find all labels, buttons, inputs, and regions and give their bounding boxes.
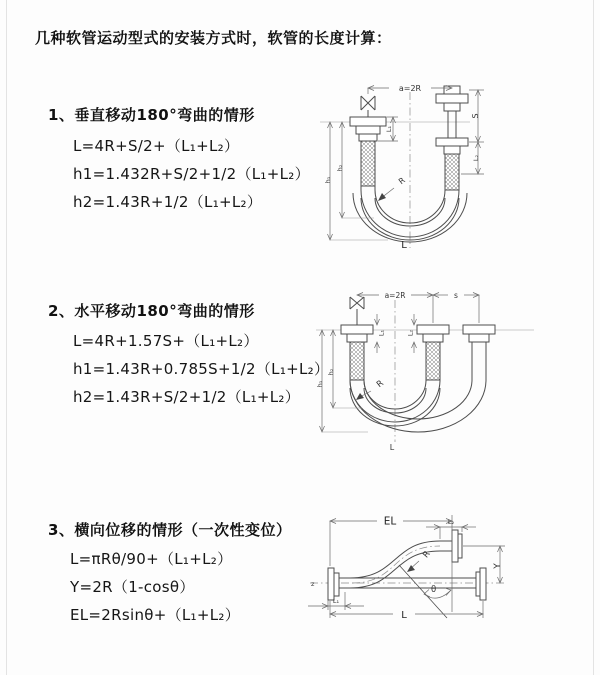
braided-hose-section bbox=[361, 141, 375, 186]
braided-hose-section bbox=[445, 154, 459, 190]
dim-label-el: EL bbox=[383, 515, 397, 528]
centerline-z-mark: z bbox=[311, 580, 315, 588]
dimension-lines bbox=[308, 515, 505, 621]
dim-label-l1: L₁ bbox=[332, 597, 340, 605]
horizontal-180-bend-diagram bbox=[312, 282, 597, 467]
page-title: 几种软管运动型式的安装方式时，软管的长度计算： bbox=[35, 29, 392, 47]
valve-icon bbox=[350, 297, 364, 309]
vertical-180-bend-diagram bbox=[315, 70, 565, 260]
dim-label-l: L bbox=[401, 240, 407, 251]
lateral-displacement-diagram bbox=[300, 500, 600, 635]
dim-label-h2: h₂ bbox=[327, 368, 335, 376]
dim-label-r: R bbox=[374, 378, 386, 390]
dim-label-theta: θ bbox=[431, 585, 437, 595]
braided-hose-section bbox=[350, 342, 364, 380]
dim-label-a2r: a=2R bbox=[398, 84, 422, 93]
section-1-formula-h1: h1=1.432R+S/2+1/2（L₁+L₂） bbox=[73, 165, 310, 183]
section-2-formula-h1: h1=1.43R+0.785S+1/2（L₁+L₂） bbox=[73, 360, 330, 378]
dim-label-l: L bbox=[401, 610, 407, 621]
valve-icon bbox=[361, 96, 375, 110]
section-2-formula-h2: h2=1.43R+S/2+1/2（L₁+L₂） bbox=[73, 388, 301, 406]
section-3-formula-Y: Y=2R（1-cosθ） bbox=[70, 578, 195, 596]
dim-label-r: R bbox=[421, 549, 433, 561]
dim-label-l2: L₂ bbox=[447, 518, 455, 526]
left-hose-end bbox=[350, 96, 386, 190]
section-3-heading: 3、横向位移的情形（一次性变位） bbox=[48, 521, 292, 539]
dim-label-a2r: a=2R bbox=[384, 291, 406, 300]
dim-label-l2: L₂ bbox=[406, 329, 415, 337]
dim-label-r: R bbox=[396, 175, 407, 187]
dim-label-l1: L₁ bbox=[385, 125, 393, 133]
section-3-formula-L: L=πRθ/90+（L₁+L₂） bbox=[70, 550, 233, 568]
dimension-lines bbox=[316, 291, 479, 452]
section-2-heading: 2、水平移动180°弯曲的情形 bbox=[48, 302, 255, 320]
right-hose-end bbox=[436, 86, 468, 190]
section-1-formula-h2: h2=1.43R+1/2（L₁+L₂） bbox=[73, 193, 263, 211]
left-flange bbox=[328, 568, 339, 600]
left-hose-end bbox=[341, 297, 373, 380]
dim-label-h1: h₁ bbox=[324, 176, 332, 184]
dim-label-l: L bbox=[389, 443, 395, 452]
dim-label-y: Y bbox=[493, 563, 503, 569]
section-3-formula-EL: EL=2Rsinθ+（L₁+L₂） bbox=[70, 606, 241, 624]
braided-hose-section bbox=[426, 342, 440, 380]
right-flange bbox=[476, 568, 486, 600]
hose-u-bends bbox=[350, 380, 486, 432]
dim-label-s: S bbox=[471, 113, 480, 119]
hose-displaced-position bbox=[350, 541, 440, 588]
section-1-heading: 1、垂直移动180°弯曲的情形 bbox=[48, 106, 255, 124]
right-hose-end bbox=[463, 325, 495, 380]
dim-label-h1: h₁ bbox=[316, 380, 324, 388]
dim-label-l1: L₁ bbox=[377, 329, 386, 337]
section-2-formula-L: L=4R+1.57S+（L₁+L₂） bbox=[73, 332, 259, 350]
dim-label-s: s bbox=[454, 291, 458, 300]
dim-label-l2: L₂ bbox=[472, 154, 480, 162]
displaced-flange bbox=[440, 530, 462, 562]
dim-label-h2: h₂ bbox=[336, 164, 344, 172]
section-1-formula-L: L=4R+S/2+（L₁+L₂） bbox=[73, 137, 240, 155]
middle-hose-end bbox=[417, 325, 449, 380]
